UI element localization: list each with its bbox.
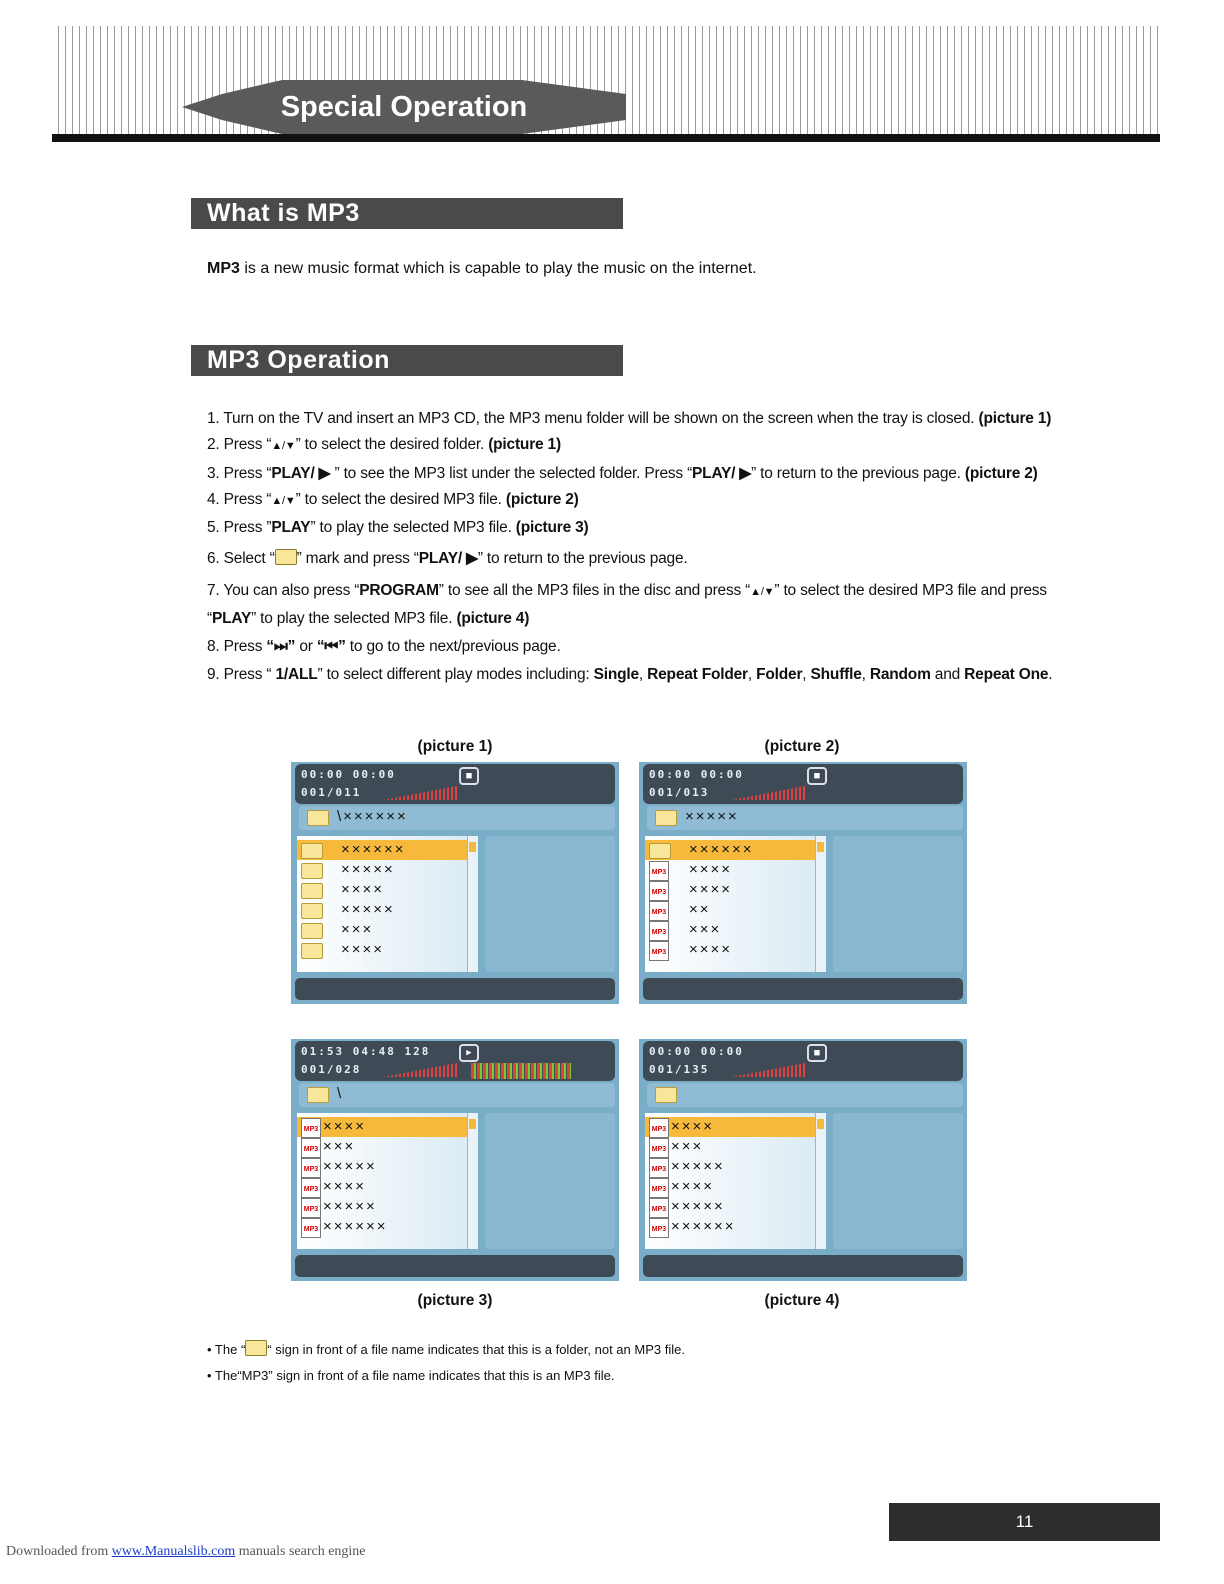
mp3-file-icon: MP3 — [649, 861, 669, 881]
mp3-file-icon: MP3 — [649, 941, 669, 961]
mp3-file-icon: MP3 — [301, 1178, 321, 1198]
path-bar — [647, 1083, 963, 1107]
mp3-file-icon: MP3 — [649, 1198, 669, 1218]
folder-icon — [301, 843, 323, 859]
list-item[interactable] — [645, 940, 815, 960]
folder-icon — [649, 843, 671, 859]
play-icon: ▶ — [459, 1044, 479, 1062]
list-item-label: ××××× — [671, 1158, 725, 1175]
folder-icon — [275, 549, 297, 565]
mp3-file-icon: MP3 — [649, 881, 669, 901]
folder-icon — [655, 1087, 677, 1103]
volume-meter — [383, 786, 457, 800]
caption-picture-2: (picture 2) — [764, 738, 840, 755]
list-item[interactable] — [297, 1197, 467, 1217]
list-item[interactable] — [297, 840, 467, 860]
list-item[interactable] — [645, 900, 815, 920]
list-item[interactable] — [645, 1217, 815, 1237]
folder-icon — [655, 810, 677, 826]
list-item-label: ××× — [671, 1138, 704, 1155]
list-item-label: ×××× — [671, 1118, 715, 1135]
list-item-label: ×××× — [341, 881, 385, 898]
caption-picture-4: (picture 4) — [764, 1292, 840, 1309]
list-item[interactable] — [297, 900, 467, 920]
step-7: 7. You can also press “PROGRAM” to see all the MP3 files in the disc and press “▲/▼” to select the desired MP3 file and press — [207, 582, 1047, 599]
screenshot-picture-3 — [291, 1039, 619, 1281]
volume-meter — [731, 786, 805, 800]
list-item-label: ××××× — [341, 861, 395, 878]
list-item[interactable] — [645, 1157, 815, 1177]
mp3-file-icon: MP3 — [301, 1218, 321, 1238]
folder-icon — [301, 903, 323, 919]
time-display: 00:00 00:00 — [649, 1045, 744, 1058]
file-list — [297, 836, 477, 972]
list-item-label: ××××× — [341, 901, 395, 918]
screenshot-picture-2 — [639, 762, 967, 1004]
step-7-continued: “PLAY” to play the selected MP3 file. (picture 4) — [207, 610, 530, 627]
step-8: 8. Press “⏭” or “⏮” to go to the next/previous page. — [207, 638, 561, 655]
volume-meter — [731, 1063, 805, 1077]
spectrum-meter — [471, 1063, 571, 1079]
manualslib-link[interactable]: www.Manualslib.com — [111, 1544, 236, 1559]
preview-pane — [485, 836, 615, 972]
folder-icon — [301, 943, 323, 959]
list-item-label: ×××××× — [341, 841, 406, 858]
folder-icon — [301, 883, 323, 899]
screenshot-picture-4 — [639, 1039, 967, 1281]
current-path: \ — [337, 1085, 344, 1102]
list-item[interactable] — [645, 920, 815, 940]
list-item-label: ××× — [323, 1138, 356, 1155]
section-heading-what-is-mp3: What is MP3 — [191, 198, 623, 229]
section-heading-mp3-operation: MP3 Operation — [191, 345, 623, 376]
mp3-file-icon: MP3 — [301, 1118, 321, 1138]
time-display: 01:53 04:48 128 — [301, 1045, 431, 1058]
mp3-file-icon: MP3 — [649, 1118, 669, 1138]
caption-picture-1: (picture 1) — [417, 738, 493, 755]
list-item-label: ××× — [689, 921, 722, 938]
folder-icon — [245, 1340, 267, 1356]
step-3: 3. Press “PLAY/ ▶ ” to see the MP3 list under the selected folder. Press “PLAY/ ▶” to return to the previous page. (picture 2) — [207, 465, 1038, 482]
list-item[interactable] — [645, 860, 815, 880]
list-item[interactable] — [297, 1157, 467, 1177]
stop-icon: ■ — [807, 1044, 827, 1062]
up-down-arrows-icon: ▲/▼ — [271, 440, 296, 452]
current-path: ××××× — [685, 808, 739, 825]
screenshot-picture-1 — [291, 762, 619, 1004]
time-display: 00:00 00:00 — [301, 768, 396, 781]
step-4: 4. Press “▲/▼” to select the desired MP3 file. (picture 2) — [207, 491, 579, 508]
volume-meter — [383, 1063, 457, 1077]
up-down-arrows-icon: ▲/▼ — [750, 586, 775, 598]
path-bar — [647, 806, 963, 830]
list-item[interactable] — [297, 1217, 467, 1237]
mp3-file-icon: MP3 — [649, 1178, 669, 1198]
list-item-label: ×××× — [671, 1178, 715, 1195]
caption-picture-3: (picture 3) — [417, 1292, 493, 1309]
list-item[interactable] — [297, 920, 467, 940]
file-list — [645, 836, 825, 972]
path-bar — [299, 1083, 615, 1107]
list-item-label: ×××× — [689, 941, 733, 958]
page-title: Special Operation — [280, 91, 528, 123]
list-item[interactable] — [645, 880, 815, 900]
folder-icon — [301, 923, 323, 939]
mp3-file-icon: MP3 — [301, 1158, 321, 1178]
list-item-label: ×××× — [323, 1118, 367, 1135]
mp3-file-icon: MP3 — [649, 1218, 669, 1238]
player-bottom-bar — [295, 978, 615, 1000]
list-item[interactable] — [297, 1137, 467, 1157]
track-counter: 001/135 — [649, 1063, 710, 1076]
player-status-bar — [643, 1041, 963, 1081]
list-item-label: ×××× — [689, 881, 733, 898]
scrollbar[interactable] — [815, 836, 826, 972]
step-5: 5. Press ”PLAY” to play the selected MP3 file. (picture 3) — [207, 519, 589, 536]
mp3-file-icon: MP3 — [301, 1198, 321, 1218]
stop-icon: ■ — [459, 767, 479, 785]
list-item-label: ×××××× — [671, 1218, 736, 1235]
mp3-file-icon: MP3 — [649, 1138, 669, 1158]
list-item[interactable] — [645, 840, 815, 860]
track-counter: 001/011 — [301, 786, 362, 799]
list-item[interactable] — [645, 1137, 815, 1157]
folder-icon — [307, 1087, 329, 1103]
header-bar — [52, 134, 1160, 142]
list-item-label: ××××× — [323, 1158, 377, 1175]
list-item[interactable] — [297, 860, 467, 880]
scrollbar[interactable] — [467, 1113, 478, 1249]
player-status-bar — [295, 1041, 615, 1081]
player-bottom-bar — [295, 1255, 615, 1277]
player-status-bar — [643, 764, 963, 804]
step-6: 6. Select “ ” mark and press “PLAY/ ▶” to return to the previous page. — [207, 550, 688, 567]
list-item-label: ×××× — [323, 1178, 367, 1195]
path-bar — [299, 806, 615, 830]
preview-pane — [833, 836, 963, 972]
list-item-label: ×××××× — [689, 841, 754, 858]
time-display: 00:00 00:00 — [649, 768, 744, 781]
preview-pane — [485, 1113, 615, 1249]
current-path: \×××××× — [337, 808, 408, 825]
list-item[interactable] — [297, 880, 467, 900]
list-item[interactable] — [297, 940, 467, 960]
list-item-label: ××× — [341, 921, 374, 938]
stop-icon: ■ — [807, 767, 827, 785]
mp3-file-icon: MP3 — [649, 921, 669, 941]
scrollbar[interactable] — [467, 836, 478, 972]
list-item-label: ×××××× — [323, 1218, 388, 1235]
note-folder-sign: • The “ “ sign in front of a file name indicates that this is a folder, not an MP3 file. — [207, 1342, 685, 1357]
player-bottom-bar — [643, 1255, 963, 1277]
list-item[interactable] — [297, 1177, 467, 1197]
list-item[interactable] — [297, 1117, 467, 1137]
step-2: 2. Press “▲/▼” to select the desired folder. (picture 1) — [207, 436, 561, 453]
player-bottom-bar — [643, 978, 963, 1000]
list-item-label: ×× — [689, 901, 711, 918]
step-1: 1. Turn on the TV and insert an MP3 CD, the MP3 menu folder will be shown on the screen when the tray is closed. (picture 1) — [207, 410, 1052, 427]
mp3-file-icon: MP3 — [649, 901, 669, 921]
note-mp3-sign: • The“MP3” sign in front of a file name indicates that this is an MP3 file. — [207, 1368, 615, 1383]
next-icon: “⏭” — [266, 638, 296, 655]
list-item-label: ××××× — [671, 1198, 725, 1215]
mp3-file-icon: MP3 — [649, 1158, 669, 1178]
mp3-definition: MP3 is a new music format which is capable to play the music on the internet. — [207, 260, 757, 277]
page-number: 11 — [889, 1503, 1160, 1541]
mp3-file-icon: MP3 — [301, 1138, 321, 1158]
file-list — [645, 1113, 825, 1249]
list-item-label: ××××× — [323, 1198, 377, 1215]
footer: Downloaded from www.Manualslib.com manuals search engine — [6, 1544, 366, 1559]
list-item-label: ×××× — [341, 941, 385, 958]
list-item[interactable] — [645, 1117, 815, 1137]
list-item-label: ×××× — [689, 861, 733, 878]
up-down-arrows-icon: ▲/▼ — [271, 495, 296, 507]
previous-icon: “⏮” — [316, 638, 346, 655]
scrollbar[interactable] — [815, 1113, 826, 1249]
list-item[interactable] — [645, 1197, 815, 1217]
player-status-bar — [295, 764, 615, 804]
preview-pane — [833, 1113, 963, 1249]
file-list — [297, 1113, 477, 1249]
list-item[interactable] — [645, 1177, 815, 1197]
folder-icon — [307, 810, 329, 826]
step-9: 9. Press “ 1/ALL” to select different play modes including: Single, Repeat Folder, Folder, Shuffle, Random and Repeat One. — [207, 666, 1053, 683]
track-counter: 001/028 — [301, 1063, 362, 1076]
folder-icon — [301, 863, 323, 879]
track-counter: 001/013 — [649, 786, 710, 799]
